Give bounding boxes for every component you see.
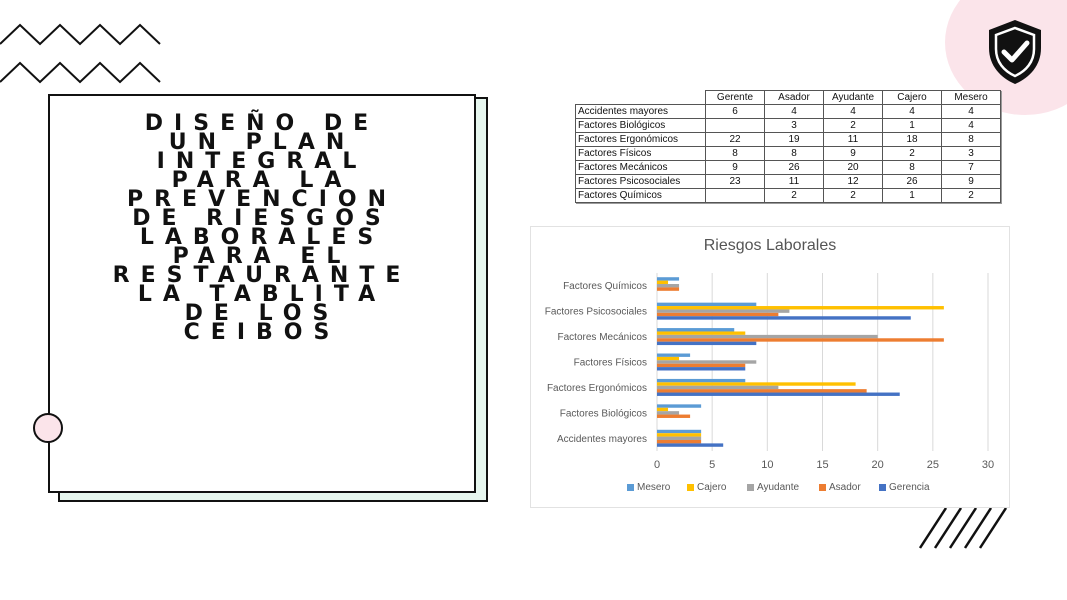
bar-gerencia <box>657 342 756 345</box>
table-row-label: Factores Ergonómicos <box>576 133 706 147</box>
table-cell <box>706 189 765 203</box>
table-row <box>576 147 1001 161</box>
table-cell: 8 <box>942 133 1001 147</box>
table-row-label: Factores Físicos <box>576 147 706 161</box>
legend-label: Ayudante <box>757 482 800 493</box>
table-cell: 4 <box>883 105 942 119</box>
legend-swatch-ayudante <box>747 484 754 491</box>
bar-mesero <box>657 430 701 433</box>
bar-cajero <box>657 357 679 360</box>
table-header-cell: Cajero <box>883 91 942 105</box>
title-card <box>48 94 476 493</box>
circle-decoration <box>33 413 63 443</box>
table-cell: 3 <box>942 147 1001 161</box>
table-row <box>576 105 1001 119</box>
table-body <box>576 105 1001 203</box>
table-cell: 2 <box>824 119 883 133</box>
table-row <box>576 161 1001 175</box>
table-cell: 18 <box>883 133 942 147</box>
category-label: Factores Biológicos <box>559 408 647 420</box>
bar-gerencia <box>657 393 900 396</box>
bar-gerencia <box>657 316 911 319</box>
bar-chart <box>531 227 1009 507</box>
bar-cajero <box>657 433 701 436</box>
bar-asador <box>657 415 690 418</box>
table-cell: 2 <box>883 147 942 161</box>
category-label: Factores Mecánicos <box>557 332 647 344</box>
table-cell: 4 <box>824 105 883 119</box>
table-header-cell: Gerente <box>706 91 765 105</box>
category-label: Factores Químicos <box>563 281 647 293</box>
legend-swatch-mesero <box>627 484 634 491</box>
bar-cajero <box>657 408 668 411</box>
bar-mesero <box>657 303 756 306</box>
category-label: Factores Físicos <box>573 357 647 369</box>
diagonal-lines-decoration <box>918 506 1014 552</box>
table-cell: 20 <box>824 161 883 175</box>
bar-asador <box>657 287 679 290</box>
table-cell <box>706 119 765 133</box>
table-cell: 11 <box>824 133 883 147</box>
table-cell: 26 <box>765 161 824 175</box>
table-cell: 4 <box>942 105 1001 119</box>
bar-asador <box>657 313 778 316</box>
bar-ayudante <box>657 386 778 389</box>
legend-label: Cajero <box>697 482 727 493</box>
bar-mesero <box>657 354 690 357</box>
table-cell: 7 <box>942 161 1001 175</box>
chart-title: Riesgos Laborales <box>703 237 837 254</box>
x-tick-label: 25 <box>926 459 939 471</box>
table-row <box>576 175 1001 189</box>
table-cell: 2 <box>824 189 883 203</box>
table-corner-cell <box>576 91 706 105</box>
bar-asador <box>657 389 867 392</box>
shield-check-icon <box>985 18 1045 86</box>
table-row-label: Factores Mecánicos <box>576 161 706 175</box>
table-row-label: Factores Psicosociales <box>576 175 706 189</box>
table-cell: 23 <box>706 175 765 189</box>
table-cell: 1 <box>883 189 942 203</box>
x-tick-label: 30 <box>981 459 995 471</box>
table-row-label: Accidentes mayores <box>576 105 706 119</box>
risk-data-table <box>575 90 1001 203</box>
bar-cajero <box>657 331 745 334</box>
table-cell: 9 <box>824 147 883 161</box>
x-tick-label: 20 <box>871 459 884 471</box>
table-header-cell: Mesero <box>942 91 1001 105</box>
table-cell: 2 <box>765 189 824 203</box>
legend-swatch-cajero <box>687 484 694 491</box>
bar-cajero <box>657 281 668 284</box>
bar-mesero <box>657 404 701 407</box>
category-label: Factores Ergonómicos <box>546 382 647 394</box>
table-cell: 19 <box>765 133 824 147</box>
zigzag-decoration-top <box>0 22 164 48</box>
table-cell: 1 <box>883 119 942 133</box>
table-row-label: Factores Químicos <box>576 189 706 203</box>
bar-ayudante <box>657 335 878 338</box>
bar-mesero <box>657 328 734 331</box>
x-tick-label: 0 <box>653 459 661 471</box>
bar-ayudante <box>657 309 789 312</box>
legend-label: Asador <box>829 482 861 493</box>
zigzag-decoration-bottom <box>0 60 164 86</box>
category-label: Accidentes mayores <box>556 433 647 445</box>
legend-label: Gerencia <box>889 482 930 493</box>
table-cell: 26 <box>883 175 942 189</box>
table-cell: 9 <box>706 161 765 175</box>
legend-swatch-gerencia <box>879 484 886 491</box>
bar-asador <box>657 440 701 443</box>
x-tick-label: 5 <box>709 459 716 471</box>
table-header-row <box>576 91 1001 105</box>
table-cell: 6 <box>706 105 765 119</box>
bar-ayudante <box>657 411 679 414</box>
bar-ayudante <box>657 284 679 287</box>
bar-cajero <box>657 382 856 385</box>
chart-container <box>530 226 1010 508</box>
bar-gerencia <box>657 443 723 446</box>
table-header-cell: Asador <box>765 91 824 105</box>
bar-gerencia <box>657 367 745 370</box>
bar-asador <box>657 338 944 341</box>
table-cell: 22 <box>706 133 765 147</box>
table-row <box>576 133 1001 147</box>
table-cell: 2 <box>942 189 1001 203</box>
category-label: Factores Psicosociales <box>544 306 647 318</box>
table-header-cell: Ayudante <box>824 91 883 105</box>
bar-ayudante <box>657 360 756 363</box>
table-cell: 8 <box>765 147 824 161</box>
bar-mesero <box>657 379 745 382</box>
table-cell: 3 <box>765 119 824 133</box>
bar-cajero <box>657 306 944 309</box>
table-cell: 11 <box>765 175 824 189</box>
bar-mesero <box>657 277 679 280</box>
table-cell: 12 <box>824 175 883 189</box>
table-row-label: Factores Biológicos <box>576 119 706 133</box>
legend-label: Mesero <box>637 482 671 493</box>
table-cell: 4 <box>942 119 1001 133</box>
slide-title: DISEÑO DE UN PLAN INTEGRAL PARA LA PREVENCION DE RIESGOS LABORALES PARA EL RESTAURANTE LA TABLITA DE LOS CEIBOS <box>112 111 412 345</box>
legend-swatch-asador <box>819 484 826 491</box>
x-tick-label: 15 <box>816 459 829 471</box>
x-tick-label: 10 <box>761 459 774 471</box>
table-cell: 4 <box>765 105 824 119</box>
table-cell: 8 <box>883 161 942 175</box>
bar-asador <box>657 364 745 367</box>
table-row <box>576 189 1001 203</box>
table-cell: 8 <box>706 147 765 161</box>
bar-ayudante <box>657 437 701 440</box>
table-row <box>576 119 1001 133</box>
table-cell: 9 <box>942 175 1001 189</box>
